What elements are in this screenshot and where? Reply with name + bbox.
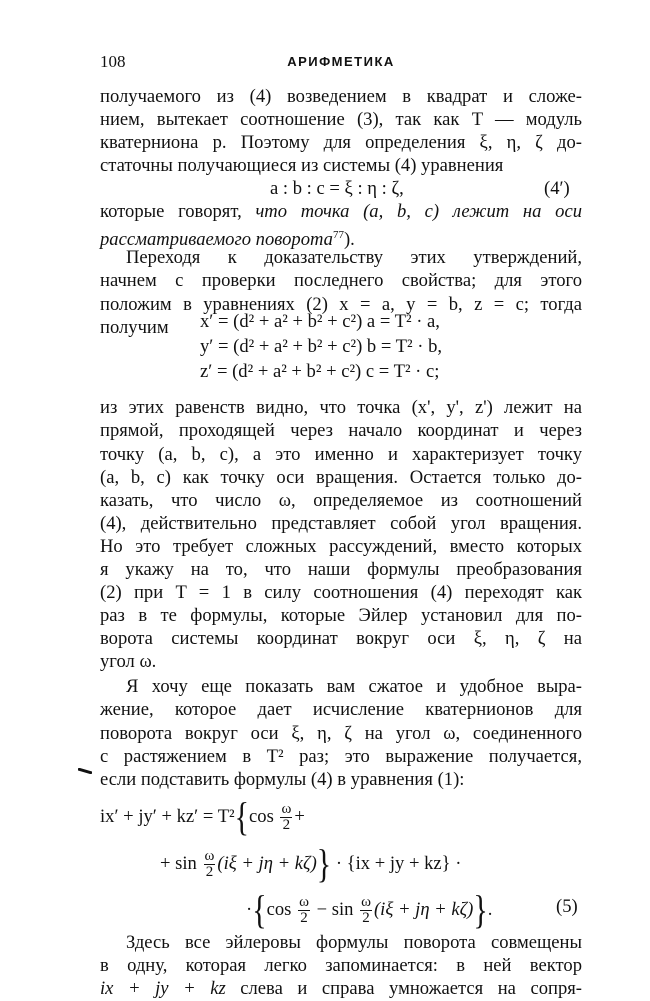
fraction-denominator: 2 bbox=[300, 910, 308, 926]
italic-text: ix + jy + kz bbox=[100, 978, 226, 999]
eq-text: − bbox=[316, 898, 328, 920]
text-line: я укажу на то, что наши формулы преобразования bbox=[100, 559, 582, 580]
page-number: 108 bbox=[100, 52, 126, 71]
text-line: раз в те формулы, которые Эйлер установил для по- bbox=[100, 605, 582, 626]
text-line: (a, b, c) как точку оси вращения. Остается только до- bbox=[100, 467, 582, 488]
text-line: из этих равенств видно, что точка (x', y', z') лежит на bbox=[100, 397, 582, 418]
text-line: положим в уравнениях (2) x = a, y = b, z = c; тогда bbox=[100, 294, 582, 315]
equation-5-line-1 bbox=[100, 794, 305, 840]
italic-text: что точка (a, b, c) лежит на оси bbox=[255, 201, 582, 222]
text-line: Но это требует сложных рассуждений, вместо которых bbox=[100, 536, 582, 557]
margin-mark-icon bbox=[78, 768, 92, 774]
brace-open: { bbox=[252, 887, 267, 933]
text-line: кватерниона p. Поэтому для определения ξ, η, ζ до- bbox=[100, 132, 582, 153]
fraction-omega-over-2 bbox=[204, 849, 216, 880]
fraction-denominator: 2 bbox=[282, 817, 291, 833]
italic-text: рассматриваемого поворота bbox=[100, 229, 333, 251]
text-line: прямой, проходящей через начало координат и через bbox=[100, 420, 582, 441]
text-line bbox=[100, 200, 582, 224]
text-line: нием, вытекает соотношение (3), так как T — модуль bbox=[100, 109, 582, 130]
equation-system-line: y′ = (d² + a² + b² + c²) b = T² · b, bbox=[200, 336, 443, 357]
footnote-ref: 77 bbox=[332, 229, 344, 241]
text-line: (2) при T = 1 в силу соотношения (4) переходят как bbox=[100, 582, 582, 603]
eq-text: (iξ + jη + kζ) bbox=[373, 898, 474, 920]
text-line: ворота системы координат вокруг оси ξ, η, ζ на bbox=[100, 628, 582, 649]
eq-text: + bbox=[294, 805, 305, 827]
fraction-numerator: ω bbox=[281, 801, 292, 817]
text-line: в одну, которая легко запоминается: в ней вектор bbox=[100, 955, 582, 976]
equation-5-line-2 bbox=[160, 841, 462, 887]
text-line: получаемого из (4) возведением в квадрат и сложе- bbox=[100, 86, 582, 107]
equation-5-line-3 bbox=[246, 887, 493, 933]
equation-4prime: a : b : c = ξ : η : ζ, bbox=[270, 178, 404, 199]
text-span: ). bbox=[343, 229, 355, 251]
fraction-denominator: 2 bbox=[205, 864, 214, 880]
fraction-numerator: ω bbox=[299, 894, 309, 910]
fraction-omega-over-2 bbox=[360, 895, 372, 926]
page-header bbox=[100, 52, 582, 74]
eq-text: · {ix + jy + kz} · bbox=[335, 852, 462, 874]
brace-close: } bbox=[316, 841, 332, 887]
text-line: с растяжением в T² раз; это выражение получается, bbox=[100, 746, 582, 767]
text-line bbox=[100, 223, 582, 251]
text-span: которые говорят, bbox=[100, 201, 256, 222]
equation-system-line: x′ = (d² + a² + b² + c²) a = T² · a, bbox=[200, 311, 440, 332]
eq-text: · bbox=[246, 898, 253, 920]
eq-text: ix′ + jy′ + kz′ = T² bbox=[100, 805, 235, 827]
fraction-numerator: ω bbox=[361, 894, 371, 910]
text-line: угол ω. bbox=[100, 651, 157, 672]
fraction-numerator: ω bbox=[204, 848, 215, 864]
text-line: (4), действительно представляет собой угол вращения. bbox=[100, 513, 582, 534]
text-line bbox=[100, 977, 582, 1001]
text-span: слева и справа умножается на сопря- bbox=[225, 978, 583, 999]
text-line: статочны получающиеся из системы (4) уравнения bbox=[100, 155, 504, 176]
brace-open: { bbox=[234, 794, 250, 840]
eq-text: (iξ + jη + kζ) bbox=[217, 852, 317, 874]
fraction-omega-over-2 bbox=[280, 802, 292, 833]
eq-text: + bbox=[160, 852, 171, 874]
equation-number: (5) bbox=[556, 896, 578, 917]
text-line: начнем с проверки последнего свойства; для этого bbox=[100, 270, 582, 291]
text-line: казать, что число ω, определяемое из соотношений bbox=[100, 490, 582, 511]
text-line: получим bbox=[100, 317, 169, 338]
brace-close: } bbox=[473, 887, 488, 933]
equation-number: (4′) bbox=[544, 178, 570, 199]
text-line: точку (a, b, c), а это именно и характеризует точку bbox=[100, 444, 582, 465]
text-line: если подставить формулы (4) в уравнения (1): bbox=[100, 769, 465, 790]
text-line: Я хочу еще показать вам сжатое и удобное выра- bbox=[126, 676, 582, 697]
text-line: Переходя к доказательству этих утверждений, bbox=[126, 247, 582, 268]
running-title: АРИФМЕТИКА bbox=[287, 54, 395, 69]
text-line: поворота вокруг оси ξ, η, ζ на угол ω, соединенного bbox=[100, 723, 582, 744]
fraction-denominator: 2 bbox=[362, 910, 370, 926]
eq-text: sin bbox=[331, 898, 354, 920]
text-line: жение, которое дает исчисление кватернионов для bbox=[100, 699, 582, 720]
eq-text: sin bbox=[175, 852, 197, 874]
equation-system-line: z′ = (d² + a² + b² + c²) c = T² · c; bbox=[200, 361, 440, 382]
eq-text: cos bbox=[249, 805, 274, 827]
eq-text: . bbox=[487, 898, 493, 920]
text-line: Здесь все эйлеровы формулы поворота совмещены bbox=[126, 932, 582, 953]
fraction-omega-over-2 bbox=[298, 895, 310, 926]
eq-text: cos bbox=[266, 898, 292, 920]
